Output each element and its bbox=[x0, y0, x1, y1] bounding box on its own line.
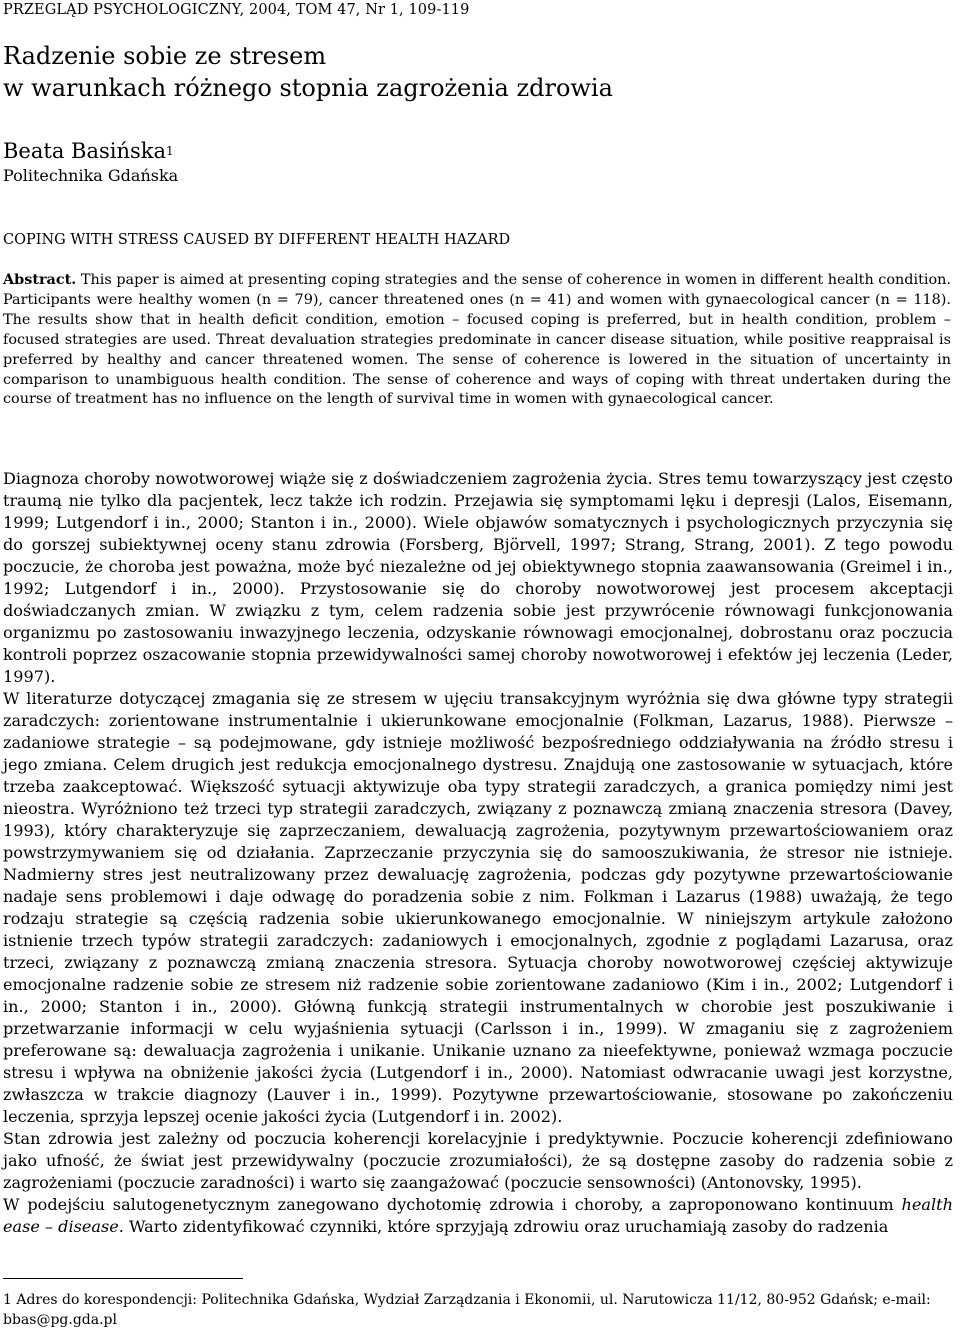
paragraph-text: Warto zidentyfikować czynniki, które sprzyjają zdrowiu oraz uruchamiają zasoby do radzenia bbox=[123, 1217, 889, 1236]
journal-header: PRZEGLĄD PSYCHOLOGICZNY, 2004, TOM 47, Nr 1, 109-119 bbox=[3, 2, 470, 18]
paragraph bbox=[3, 1194, 953, 1238]
abstract bbox=[3, 270, 951, 410]
footnote: 1 Adres do korespondencji: Politechnika Gdańska, Wydział Zarządzania i Ekonomii, ul. Narutowicza 11/12, 80-952 Gdańsk; e-mail: bbas@pg.gda.pl bbox=[3, 1292, 931, 1328]
paragraph-text: W podejściu salutogenetycznym zanegowano dychotomię zdrowia i choroby, a zaproponowano kontinuum bbox=[3, 1195, 902, 1214]
abstract-text: This paper is aimed at presenting coping strategies and the sense of coherence in women in different health condition. Participants were healthy women (n = 79), cancer threatened ones (n = 41) and women with gynaecological cancer (n = 118). The results show that in health deficit condition, emotion – focused coping is preferred, but in health condition, problem – focused strategies are used. Threat devaluation strategies predominate in cancer disease situation, while positive reappraisal is preferred by healthy and cancer threatened women. The sense of coherence is lowered in the situation of uncertainty in comparison to unambiguous health condition. The sense of coherence and ways of coping with threat undertaken during the course of treatment has no influence on the length of survival time in women with gynaecological cancer. bbox=[3, 272, 951, 408]
footnote-divider bbox=[3, 1278, 243, 1279]
affiliation: Politechnika Gdańska bbox=[3, 166, 179, 185]
article-title bbox=[3, 40, 613, 104]
paragraph: Diagnoza choroby nowotworowej wiąże się z doświadczeniem zagrożenia życia. Stres temu towarzyszący jest często traumą nie tylko dla pacjentek, lecz także ich rodzin. Przejawia się symptomami lęku i depresji (Lalos, Eisemann, 1999; Lutgendorf i in., 2000; Stanton i in., 2000). Wiele objawów somatycznych i psychologicznych przyczynia się do gorszej subiektywnej oceny stanu zdrowia (Forsberg, Björvell, 1997; Strang, Strang, 2001). Z tego powodu poczucie, że choroba jest poważna, może być niezależne od jej obiektywnego stopnia zaawansowania (Greimel i in., 1992; Lutgendorf i in., 2000). Przystosowanie się do choroby nowotworowej jest procesem akceptacji doświadczanych zmian. W związku z tym, celem radzenia sobie jest przywrócenie równowagi funkcjonowania organizmu po zastosowaniu inwazyjnego leczenia, odzyskanie równowagi emocjonalnej, dobrostanu oraz poczucia kontroli poprzez oszacowanie stopnia przewidywalności samej choroby nowotworowej i efektów jej leczenia (Leder, 1997). bbox=[3, 469, 953, 686]
italic-term: health ease – disease. bbox=[3, 1195, 953, 1236]
body-text bbox=[3, 468, 953, 1238]
title-line-1: Radzenie sobie ze stresem bbox=[3, 42, 327, 70]
author bbox=[3, 138, 174, 164]
author-footnote-mark: 1 bbox=[166, 144, 174, 158]
paragraph: Stan zdrowia jest zależny od poczucia koherencji korelacyjnie i predyktywnie. Poczucie koherencji zdefiniowano jako ufność, że świat jest przewidywalny (poczucie zrozumiałości), że są dostępne zasoby do radzenia sobie z zagrożeniami (poczucie zaradności) i warto się zaangażować (poczucie sensowności) (Antonovsky, 1995). bbox=[3, 1129, 953, 1192]
english-title: COPING WITH STRESS CAUSED BY DIFFERENT HEALTH HAZARD bbox=[3, 232, 511, 248]
abstract-label: Abstract. bbox=[3, 271, 77, 288]
title-line-2: w warunkach różnego stopnia zagrożenia zdrowia bbox=[3, 74, 613, 102]
author-name: Beata Basińska bbox=[3, 139, 167, 163]
paragraph: W literaturze dotyczącej zmagania się ze stresem w ujęciu transakcyjnym wyróżnia się dwa główne typy strategii zaradczych: zorientowane instrumentalnie i ukierunkowane emocjonalnie (Folkman, Lazarus, 1988). Pierwsze – zadaniowe strategie – są podejmowane, gdy istnieje możliwość bezpośredniego oddziaływania na źródło stresu i jego zmiana. Celem drugich jest redukcja emocjonalnego dystresu. Znajdują one zastosowanie w sytuacjach, które trzeba zaakceptować. Większość sytuacji aktywizuje oba typy strategii zaradczych, a granica pomiędzy nimi jest nieostra. Wyróżniono też trzeci typ strategii zaradczych, związany z poznawczą zmianą znaczenia stresora (Davey, 1993), który charakteryzuje się zaprzeczaniem, dewaluacją zagrożenia, pozytywnym przewartościowaniem oraz powstrzymywaniem się od działania. Zaprzeczanie przyczynia się do samooszukiwania, że stresor nie istnieje. Nadmierny stres jest neutralizowany przez dewaluację zagrożenia, podczas gdy pozytywne przewartościowanie nadaje sens problemowi i daje odwagę do poradzenia sobie z nim. Folkman i Lazarus (1988) uważają, że tego rodzaju strategie są częścią radzenia sobie ukierunkowanego emocjonalnie. W niniejszym artykule założono istnienie trzech typów strategii zaradczych: zadaniowych i emocjonalnych, zgodnie z poglądami Lazarusa, oraz trzeci, związany z poznawczą zmianą znaczenia stresora. Sytuacja choroby nowotworowej częściej aktywizuje emocjonalne radzenie sobie ze stresem niż radzenie sobie zorientowane zadaniowo (Kim i in., 2002; Lutgendorf i in., 2000; Stanton i in., 2000). Główną funkcją strategii instrumentalnych w chorobie jest poszukiwanie i przetwarzanie informacji w celu wyjaśnienia sytuacji (Carlsson i in., 1999). W zmaganiu się z zagrożeniem preferowane są: dewaluacja zagrożenia i unikanie. Unikanie uznano za nieefektywne, ponieważ wzmaga poczucie stresu i wpływa na obniżenie jakości życia (Lutgendorf i in., 2000). Natomiast odwracanie uwagi jest korzystne, zwłaszcza w trakcie diagnozy (Lauver i in., 1999). Pozytywne przewartościowanie, stosowane po zakończeniu leczenia, sprzyja lepszej ocenie jakości życia (Lutgendorf i in. 2002). bbox=[3, 689, 953, 1126]
